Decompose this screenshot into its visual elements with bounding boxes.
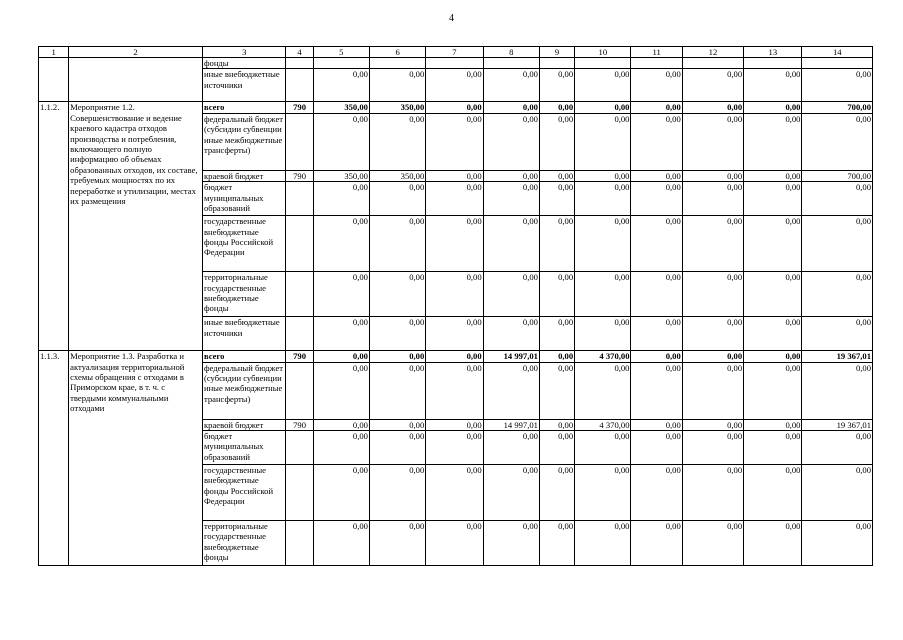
- amount-cell: 0,00: [631, 216, 682, 272]
- amount-cell: 0,00: [426, 69, 483, 102]
- amount-cell: 0,00: [369, 182, 425, 216]
- amount-cell: 0,00: [483, 102, 539, 113]
- funding-source: фонды: [202, 58, 286, 69]
- funding-source: федеральный бюджет (субсидии субвенции иные межбюджетные трансферты): [202, 113, 286, 170]
- amount-cell: 0,00: [631, 431, 682, 465]
- amount-cell: 0,00: [631, 419, 682, 430]
- amount-cell: 0,00: [631, 272, 682, 317]
- amount-cell: 0,00: [631, 465, 682, 521]
- amount-cell: 0,00: [682, 170, 743, 181]
- amount-cell: 0,00: [802, 182, 873, 216]
- amount-cell: 0,00: [369, 419, 425, 430]
- amount-cell: 0,00: [682, 113, 743, 170]
- amount-cell: 0,00: [539, 216, 574, 272]
- amount-cell: 0,00: [539, 102, 574, 113]
- budget-code: 790: [286, 102, 313, 113]
- amount-cell: 0,00: [426, 113, 483, 170]
- amount-cell: 0,00: [744, 465, 802, 521]
- amount-cell: 0,00: [631, 521, 682, 566]
- budget-code: [286, 113, 313, 170]
- amount-cell: 0,00: [483, 431, 539, 465]
- amount-cell: 0,00: [744, 317, 802, 351]
- amount-cell: 0,00: [631, 170, 682, 181]
- amount-cell: 0,00: [575, 521, 631, 566]
- amount-cell: 0,00: [682, 102, 743, 113]
- column-header: 3: [202, 47, 286, 58]
- amount-cell: 350,00: [369, 170, 425, 181]
- amount-cell: 0,00: [369, 69, 425, 102]
- amount-cell: 0,00: [539, 317, 574, 351]
- amount-cell: 0,00: [369, 465, 425, 521]
- amount-cell: 0,00: [313, 113, 369, 170]
- amount-cell: 0,00: [369, 216, 425, 272]
- amount-cell: [802, 58, 873, 69]
- funding-source: краевой бюджет: [202, 170, 286, 181]
- amount-cell: 0,00: [313, 317, 369, 351]
- amount-cell: 4 370,00: [575, 351, 631, 362]
- funding-source: государственные внебюджетные фонды Российской Федерации: [202, 465, 286, 521]
- amount-cell: 0,00: [575, 170, 631, 181]
- amount-cell: 0,00: [631, 182, 682, 216]
- amount-cell: 0,00: [483, 362, 539, 419]
- amount-cell: 0,00: [483, 216, 539, 272]
- amount-cell: 19 367,01: [802, 351, 873, 362]
- amount-cell: 0,00: [369, 113, 425, 170]
- budget-code: [286, 216, 313, 272]
- amount-cell: 0,00: [426, 362, 483, 419]
- amount-cell: 0,00: [313, 431, 369, 465]
- amount-cell: 0,00: [575, 113, 631, 170]
- funding-source: всего: [202, 102, 286, 113]
- budget-code: 790: [286, 351, 313, 362]
- amount-cell: 0,00: [682, 465, 743, 521]
- amount-cell: 0,00: [369, 351, 425, 362]
- table-row: [39, 58, 873, 69]
- amount-cell: 0,00: [575, 272, 631, 317]
- amount-cell: 0,00: [426, 272, 483, 317]
- amount-cell: 0,00: [313, 216, 369, 272]
- amount-cell: 14 997,01: [483, 351, 539, 362]
- amount-cell: 0,00: [426, 419, 483, 430]
- amount-cell: 0,00: [744, 362, 802, 419]
- amount-cell: 0,00: [682, 351, 743, 362]
- amount-cell: 0,00: [313, 182, 369, 216]
- amount-cell: 0,00: [744, 419, 802, 430]
- budget-code: [286, 272, 313, 317]
- amount-cell: 350,00: [369, 102, 425, 113]
- amount-cell: 0,00: [575, 465, 631, 521]
- column-header: 1: [39, 47, 69, 58]
- amount-cell: 0,00: [539, 351, 574, 362]
- amount-cell: 0,00: [369, 362, 425, 419]
- amount-cell: 0,00: [483, 170, 539, 181]
- budget-code: 790: [286, 419, 313, 430]
- column-header: 5: [313, 47, 369, 58]
- amount-cell: 0,00: [539, 170, 574, 181]
- budget-code: [286, 431, 313, 465]
- amount-cell: 4 370,00: [575, 419, 631, 430]
- amount-cell: [483, 58, 539, 69]
- index-cell-continued: [39, 58, 69, 102]
- amount-cell: 0,00: [426, 431, 483, 465]
- amount-cell: 0,00: [682, 362, 743, 419]
- amount-cell: 0,00: [631, 351, 682, 362]
- amount-cell: [426, 58, 483, 69]
- budget-table: [38, 46, 873, 566]
- amount-cell: 350,00: [313, 102, 369, 113]
- amount-cell: 0,00: [483, 465, 539, 521]
- amount-cell: 0,00: [313, 272, 369, 317]
- column-header: 12: [682, 47, 743, 58]
- column-header: 4: [286, 47, 313, 58]
- funding-source: всего: [202, 351, 286, 362]
- amount-cell: 350,00: [313, 170, 369, 181]
- amount-cell: 0,00: [426, 317, 483, 351]
- amount-cell: 0,00: [744, 351, 802, 362]
- funding-source: территориальные государственные внебюджетные фонды: [202, 272, 286, 317]
- column-number-row: [39, 47, 873, 58]
- amount-cell: 0,00: [575, 102, 631, 113]
- column-header: 6: [369, 47, 425, 58]
- amount-cell: 0,00: [426, 216, 483, 272]
- budget-code: [286, 69, 313, 102]
- amount-cell: [631, 58, 682, 69]
- amount-cell: 0,00: [802, 69, 873, 102]
- funding-source: иные внебюджетные источники: [202, 69, 286, 102]
- amount-cell: 0,00: [631, 362, 682, 419]
- amount-cell: 0,00: [744, 272, 802, 317]
- activity-description: Мероприятие 1.3. Разработка и актуализация территориальной схемы обращения с отходами в Приморском крае, в т. ч. с твердыми коммунальными отходами: [69, 351, 203, 566]
- budget-code: [286, 58, 313, 69]
- amount-cell: 0,00: [802, 521, 873, 566]
- amount-cell: 0,00: [539, 521, 574, 566]
- budget-code: [286, 182, 313, 216]
- amount-cell: 0,00: [802, 431, 873, 465]
- funding-source: государственные внебюджетные фонды Российской Федерации: [202, 216, 286, 272]
- amount-cell: [682, 58, 743, 69]
- amount-cell: 0,00: [426, 102, 483, 113]
- amount-cell: 0,00: [426, 170, 483, 181]
- amount-cell: 0,00: [369, 317, 425, 351]
- amount-cell: 0,00: [631, 113, 682, 170]
- funding-source: бюджет муниципальных образований: [202, 431, 286, 465]
- amount-cell: 0,00: [682, 317, 743, 351]
- amount-cell: 0,00: [802, 113, 873, 170]
- amount-cell: 0,00: [575, 317, 631, 351]
- activity-index: 1.1.2.: [39, 102, 69, 351]
- funding-source: краевой бюджет: [202, 419, 286, 430]
- amount-cell: 0,00: [575, 431, 631, 465]
- amount-cell: 0,00: [744, 113, 802, 170]
- column-header: 10: [575, 47, 631, 58]
- amount-cell: [369, 58, 425, 69]
- column-header: 14: [802, 47, 873, 58]
- amount-cell: 0,00: [802, 216, 873, 272]
- activity-index: 1.1.3.: [39, 351, 69, 566]
- activity-description: Мероприятие 1.2. Совершенствование и ведение краевого кадастра отходов производства и потребления, включающего полную информацию об объемах образованных отходов, их составе, требуемых мощностях по их переработке и утилизации, местах их размещения: [69, 102, 203, 351]
- amount-cell: 0,00: [744, 170, 802, 181]
- amount-cell: 0,00: [483, 69, 539, 102]
- amount-cell: 0,00: [313, 351, 369, 362]
- amount-cell: 0,00: [313, 419, 369, 430]
- description-cell-continued: [69, 58, 203, 102]
- column-header: 8: [483, 47, 539, 58]
- amount-cell: 0,00: [369, 431, 425, 465]
- amount-cell: 0,00: [539, 419, 574, 430]
- amount-cell: 0,00: [539, 69, 574, 102]
- amount-cell: 0,00: [744, 216, 802, 272]
- amount-cell: 0,00: [483, 113, 539, 170]
- amount-cell: 0,00: [802, 272, 873, 317]
- amount-cell: 0,00: [369, 521, 425, 566]
- funding-source: бюджет муниципальных образований: [202, 182, 286, 216]
- amount-cell: 0,00: [682, 216, 743, 272]
- amount-cell: 0,00: [631, 69, 682, 102]
- funding-source: территориальные государственные внебюджетные фонды: [202, 521, 286, 566]
- amount-cell: 0,00: [483, 521, 539, 566]
- amount-cell: 0,00: [575, 182, 631, 216]
- budget-code: [286, 521, 313, 566]
- amount-cell: 0,00: [802, 465, 873, 521]
- amount-cell: 0,00: [631, 102, 682, 113]
- column-header: 11: [631, 47, 682, 58]
- amount-cell: 0,00: [539, 431, 574, 465]
- amount-cell: 0,00: [483, 272, 539, 317]
- amount-cell: 0,00: [426, 182, 483, 216]
- budget-code: [286, 362, 313, 419]
- amount-cell: 0,00: [682, 431, 743, 465]
- amount-cell: [575, 58, 631, 69]
- amount-cell: 0,00: [426, 465, 483, 521]
- amount-cell: [313, 58, 369, 69]
- amount-cell: 0,00: [313, 69, 369, 102]
- page-number: 4: [449, 13, 454, 24]
- column-header: 2: [69, 47, 203, 58]
- amount-cell: 0,00: [575, 216, 631, 272]
- table-body: [39, 58, 873, 566]
- amount-cell: 0,00: [539, 182, 574, 216]
- amount-cell: 0,00: [369, 272, 425, 317]
- amount-cell: 0,00: [575, 362, 631, 419]
- column-header: 9: [539, 47, 574, 58]
- amount-cell: 0,00: [744, 431, 802, 465]
- amount-cell: 0,00: [682, 419, 743, 430]
- amount-cell: 0,00: [539, 465, 574, 521]
- funding-source: иные внебюджетные источники: [202, 317, 286, 351]
- amount-cell: 0,00: [539, 272, 574, 317]
- amount-cell: [744, 58, 802, 69]
- table-row: [39, 102, 873, 113]
- amount-cell: 700,00: [802, 102, 873, 113]
- amount-cell: 0,00: [575, 69, 631, 102]
- amount-cell: [539, 58, 574, 69]
- amount-cell: 0,00: [426, 351, 483, 362]
- amount-cell: 0,00: [483, 317, 539, 351]
- budget-code: [286, 317, 313, 351]
- amount-cell: 0,00: [483, 182, 539, 216]
- amount-cell: 0,00: [682, 69, 743, 102]
- funding-source: федеральный бюджет (субсидии субвенции иные межбюджетные трансферты): [202, 362, 286, 419]
- amount-cell: 0,00: [631, 317, 682, 351]
- table-row: [39, 351, 873, 362]
- amount-cell: 0,00: [682, 521, 743, 566]
- amount-cell: 0,00: [802, 362, 873, 419]
- amount-cell: 0,00: [682, 272, 743, 317]
- amount-cell: 0,00: [426, 521, 483, 566]
- column-header: 7: [426, 47, 483, 58]
- column-header: 13: [744, 47, 802, 58]
- amount-cell: 0,00: [744, 182, 802, 216]
- amount-cell: 700,00: [802, 170, 873, 181]
- amount-cell: 0,00: [313, 521, 369, 566]
- amount-cell: 14 997,01: [483, 419, 539, 430]
- budget-code: 790: [286, 170, 313, 181]
- amount-cell: 0,00: [744, 521, 802, 566]
- amount-cell: 0,00: [744, 102, 802, 113]
- amount-cell: 0,00: [744, 69, 802, 102]
- amount-cell: 0,00: [802, 317, 873, 351]
- budget-code: [286, 465, 313, 521]
- amount-cell: 0,00: [539, 113, 574, 170]
- amount-cell: 0,00: [539, 362, 574, 419]
- amount-cell: 19 367,01: [802, 419, 873, 430]
- amount-cell: 0,00: [313, 362, 369, 419]
- amount-cell: 0,00: [313, 465, 369, 521]
- amount-cell: 0,00: [682, 182, 743, 216]
